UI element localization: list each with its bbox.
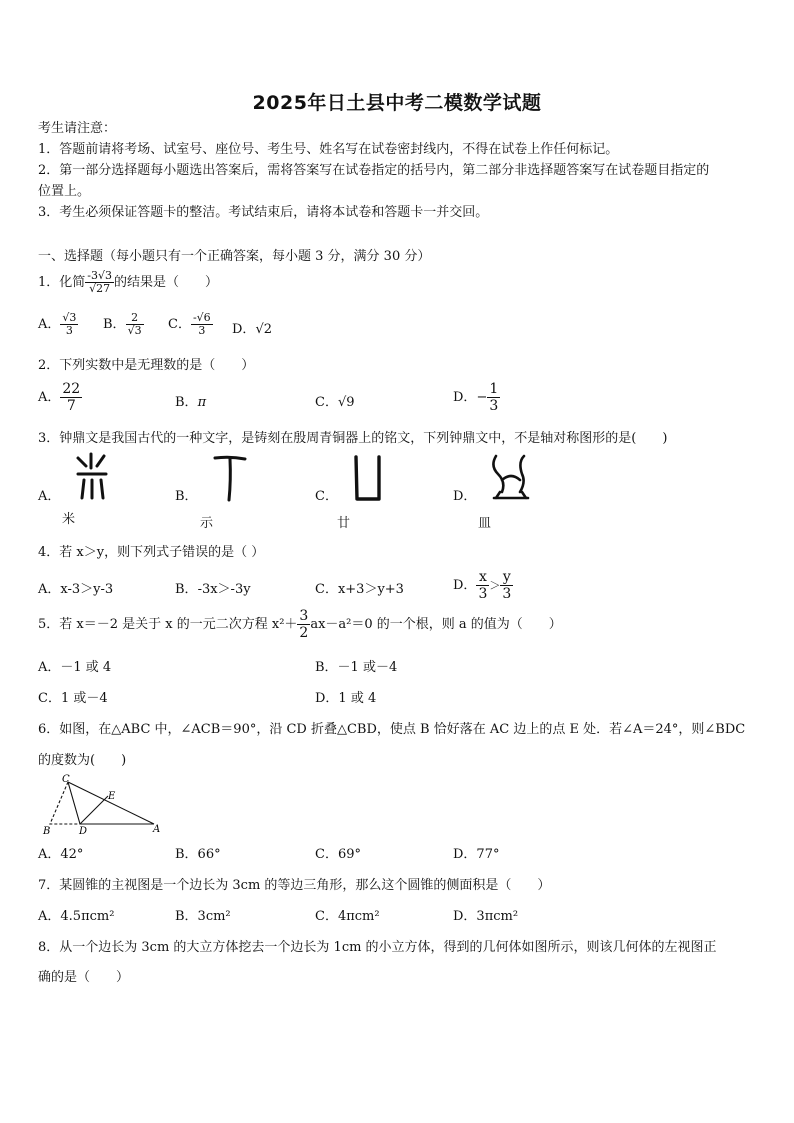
- option-fraction: [60, 312, 78, 337]
- q1-fraction: [85, 270, 114, 295]
- q3-option-b-letter: B．: [175, 489, 198, 504]
- option-value: π: [197, 395, 207, 410]
- q5-option-a: A．－1 或 4: [38, 660, 112, 675]
- q1-frac-num: -3√3: [87, 269, 113, 282]
- q3-caption-d: 皿: [478, 516, 492, 531]
- option-value: √2: [255, 322, 272, 337]
- q7-option-c: C．4πcm²: [315, 909, 380, 924]
- q1-option-a: [38, 312, 78, 337]
- option-letter: B．: [175, 395, 198, 410]
- frac-den: √3: [127, 324, 142, 337]
- q6-option-c: C．69°: [315, 847, 361, 862]
- option-letter: A．: [38, 582, 61, 597]
- q3-caption-c: 廿: [337, 516, 351, 531]
- q4-option-d: [453, 569, 513, 602]
- notice-heading: 考生请注意：: [38, 121, 117, 136]
- q2-option-c: [315, 391, 355, 410]
- question-2: 2．下列实数中是无理数的是（ ）: [38, 358, 255, 373]
- frac-num: √3: [62, 311, 77, 324]
- frac-den: 3: [65, 324, 73, 337]
- frac-den: 3: [489, 398, 499, 414]
- label-c: C: [62, 774, 70, 785]
- option-letter: C．: [315, 395, 338, 410]
- option-letter: B．: [103, 317, 126, 332]
- option-fraction: [60, 381, 82, 414]
- q2-option-d: [453, 381, 500, 414]
- bronze-glyph-mi: [74, 452, 110, 502]
- q6-triangle-figure: [40, 772, 170, 836]
- question-8-line2: 确的是（ ）: [38, 970, 130, 985]
- question-3: 3．钟鼎文是我国古代的一种文字，是铸刻在殷周青铜器上的铭文，下列钟鼎文中，不是轴对称图形的是( ): [38, 431, 668, 446]
- frac-num: 1: [489, 381, 499, 397]
- label-e: E: [108, 791, 116, 802]
- q2-option-b: [175, 391, 206, 410]
- q7-option-d: D．3πcm²: [453, 909, 519, 924]
- notice-item: 3．考生必须保证答题卡的整洁。考试结束后，请将本试卷和答题卡一并交回。: [38, 205, 489, 220]
- notice-item: 2．第一部分选择题每小题选出答案后，需将答案写在试卷指定的括号内，第二部分非选择题答案写在试卷题目指定的: [38, 163, 710, 178]
- q5-option-b: B．－1 或－4: [315, 660, 398, 675]
- q1-prefix: 1．化简: [38, 275, 86, 290]
- q5-fraction: [297, 608, 310, 641]
- option-value: x-3＞y-3: [60, 582, 114, 597]
- option-letter: B．: [175, 582, 198, 597]
- q7-option-a: A．4.5πcm²: [38, 909, 115, 924]
- section-heading: 一、选择题（每小题只有一个正确答案，每小题 3 分，满分 30 分）: [38, 249, 431, 264]
- q4-option-a: [38, 578, 113, 597]
- q3-caption-a: 米: [62, 512, 76, 527]
- frac-den: 3: [478, 586, 488, 602]
- q4-option-b: [175, 578, 251, 597]
- q6-option-d: D．77°: [453, 847, 500, 862]
- question-1: [38, 270, 218, 295]
- option-letter: D．: [232, 322, 256, 337]
- fold-dashed-lines: [50, 782, 154, 824]
- option-fraction: [476, 569, 489, 602]
- option-letter: A．: [38, 317, 61, 332]
- frac-den: 7: [66, 398, 76, 414]
- q5-option-d: D．1 或 4: [315, 691, 377, 706]
- option-fraction: [126, 312, 144, 337]
- option-value: √9: [337, 395, 355, 410]
- bronze-glyph-shi: [212, 454, 248, 502]
- q7-option-b: B．3cm²: [175, 909, 231, 924]
- option-value: x+3＞y+3: [337, 582, 404, 597]
- q5-part1: 5．若 x＝－2 是关于 x 的一元二次方程 x²＋: [38, 617, 298, 632]
- option-letter: A．: [38, 390, 61, 405]
- bronze-glyph-min: [488, 452, 534, 502]
- option-fraction: [487, 381, 500, 414]
- q1-option-d: [232, 318, 272, 337]
- q1-option-c: [168, 312, 213, 337]
- frac-den: 3: [502, 586, 512, 602]
- question-6-line1: 6．如图，在△ABC 中，∠ACB＝90°，沿 CD 折叠△CBD，使点 B 恰好落在 AC 边上的点 E 处．若∠A＝24°，则∠BDC: [38, 722, 746, 737]
- option-value: -3x＞-3y: [197, 582, 251, 597]
- q4-option-c: [315, 578, 404, 597]
- option-fraction: [191, 312, 213, 337]
- option-sign: −: [476, 390, 488, 405]
- side-ca: [68, 782, 154, 824]
- q3-caption-b: 示: [200, 516, 214, 531]
- q3-option-a-letter: A．: [38, 489, 61, 504]
- frac-num: y: [500, 569, 513, 586]
- frac-num: x: [476, 569, 489, 586]
- frac-num: -√6: [192, 311, 211, 324]
- notice-item: 1．答题前请将考场、试室号、座位号、考生号、姓名写在试卷密封线内，不得在试卷上作任何标记。: [38, 142, 619, 157]
- option-letter: C．: [168, 317, 191, 332]
- label-a: A: [153, 824, 161, 835]
- label-b: B: [43, 826, 51, 836]
- frac-den: 2: [299, 625, 309, 641]
- q1-suffix: 的结果是（ ）: [114, 275, 219, 290]
- q5-option-c: C．1 或－4: [38, 691, 108, 706]
- frac-num: 2: [126, 312, 144, 325]
- question-7: 7．某圆锥的主视图是一个边长为 3cm 的等边三角形，那么这个圆锥的侧面积是（ ）: [38, 878, 551, 893]
- frac-num: 22: [62, 381, 81, 397]
- question-4: 4．若 x＞y，则下列式子错误的是（ ）: [38, 545, 265, 560]
- q2-option-a: [38, 381, 82, 414]
- option-letter: D．: [453, 578, 477, 593]
- question-6-line2: 的度数为( ): [38, 753, 127, 768]
- page-title: 2025年日土县中考二模数学试题: [252, 92, 542, 114]
- segment-cd: [68, 782, 80, 824]
- question-5: [38, 608, 562, 641]
- q1-frac-den: √27: [89, 282, 111, 295]
- frac-num: 3: [299, 608, 309, 624]
- q3-option-c-letter: C．: [315, 489, 338, 504]
- option-letter: D．: [453, 390, 477, 405]
- option-fraction: [500, 569, 513, 602]
- bronze-glyph-nian: [352, 455, 384, 503]
- label-d: D: [79, 826, 88, 836]
- q3-option-d-letter: D．: [453, 489, 477, 504]
- q6-option-a: A．42°: [38, 847, 84, 862]
- notice-item: 位置上。: [38, 184, 91, 199]
- frac-den: 3: [198, 324, 206, 337]
- q1-option-b: [103, 312, 144, 337]
- question-8-line1: 8．从一个边长为 3cm 的大立方体挖去一个边长为 1cm 的小立方体，得到的几何体如图所示，则该几何体的左视图正: [38, 940, 717, 955]
- option-letter: C．: [315, 582, 338, 597]
- option-operator: ＞: [489, 579, 501, 592]
- q5-part2: ax－a²＝0 的一个根，则 a 的值为（ ）: [310, 617, 562, 632]
- segment-de: [80, 796, 108, 824]
- q6-option-b: B．66°: [175, 847, 221, 862]
